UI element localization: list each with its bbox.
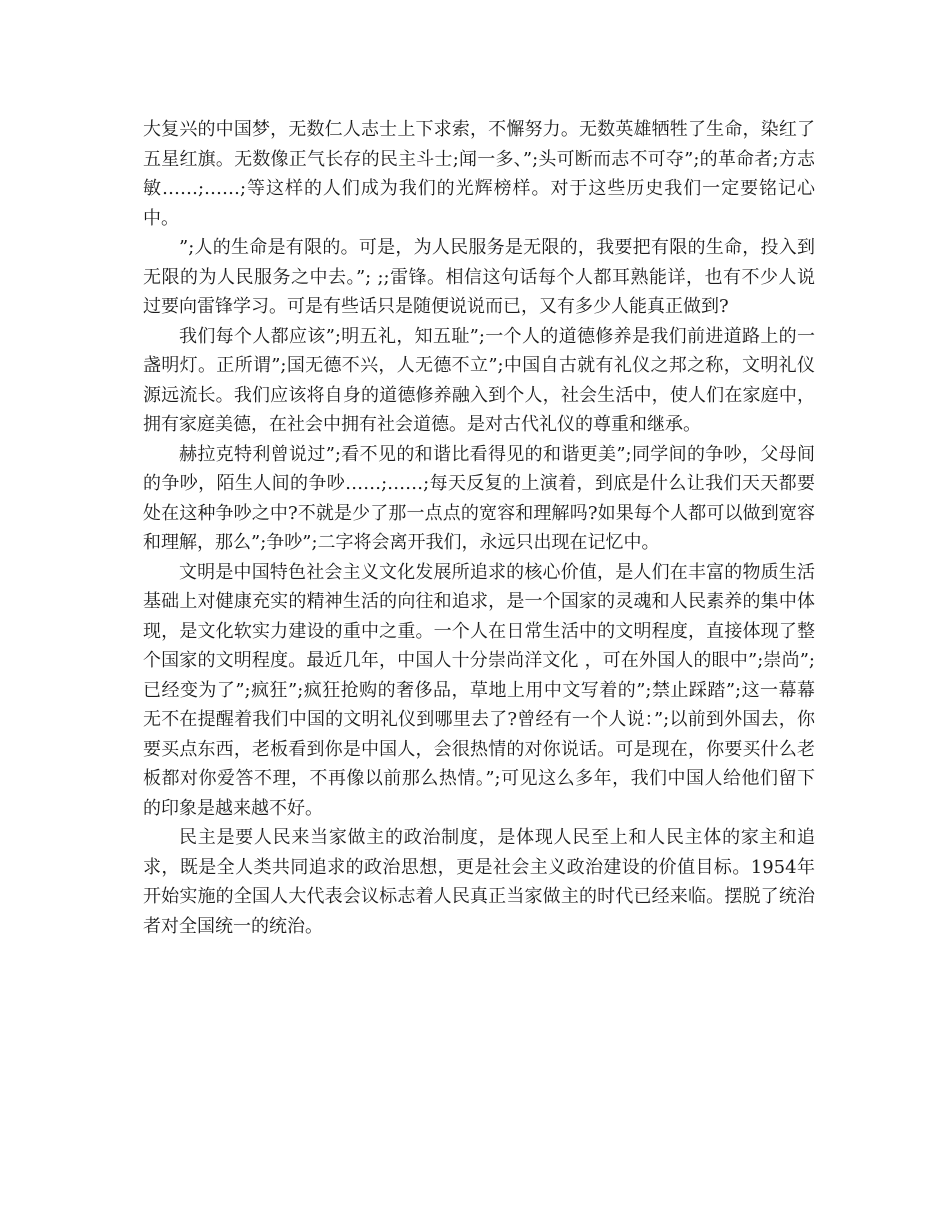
paragraph-1: 大复兴的中国梦，无数仁人志士上下求索，不懈努力。无数英雄牺牲了生命，染红了五星红旗。无数像正气长存的民主斗士;闻一多、”;头可断而志不可夺”;的革命者;方志敏……;……;等这样的人们成为我们的光辉榜样。对于这些历史我们一定要铭记心中。 bbox=[143, 119, 815, 229]
paragraph-5: 文明是中国特色社会主义文化发展所追求的核心价值，是人们在丰富的物质生活基础上对健康充实的精神生活的向往和追求，是一个国家的灵魂和人民素养的集中体现，是文化软实力建设的重中之重。一个人在日常生活中的文明程度，直接体现了整个国家的文明程度。最近几年，中国人十分崇尚洋文化 ，可在外国人的眼中”;崇尚”;已经变为了”;疯狂”;疯狂抢购的奢侈品，草地上用中文写着的”;禁止踩踏”;这一幕幕无不在提醒着我们中国的文明礼仪到哪里去了?曾经有一个人说：”;以前到外国去，你要买点东西，老板看到你是中国人，会很热情的对你说话。可是现在，你要买什么老板都对你爱答不理，不再像以前那么热情。”;可见这么多年，我们中国人给他们留下的印象是越来越不好。 bbox=[143, 561, 815, 819]
paragraph-6: 民主是要人民来当家做主的政治制度，是体现人民至上和人民主体的家主和追求，既是全人类共同追求的政治思想，更是社会主义政治建设的价值目标。1954年开始实施的全国人大代表会议标志着人民真正当家做主的时代已经来临。摆脱了统治者对全国统一的统治。 bbox=[143, 827, 815, 937]
paragraph-4: 赫拉克特利曾说过”;看不见的和谐比看得见的和谐更美”;同学间的争吵，父母间的争吵，陌生人间的争吵……;……;每天反复的上演着，到底是什么让我们天天都要处在这种争吵之中?不就是少了那一点点的宽容和理解吗?如果每个人都可以做到宽容和理解，那么”;争吵”;二字将会离开我们，永远只出现在记忆中。 bbox=[143, 443, 815, 553]
document-body bbox=[143, 115, 815, 941]
paragraph-3: 我们每个人都应该”;明五礼，知五耻”;一个人的道德修养是我们前进道路上的一盏明灯。正所谓”;国无德不兴，人无德不立”;中国自古就有礼仪之邦之称，文明礼仪源远流长。我们应该将自身的道德修养融入到个人，社会生活中，使人们在家庭中，拥有家庭美德，在社会中拥有社会道德。是对古代礼仪的尊重和继承。 bbox=[143, 325, 815, 435]
paragraph-2: ”;人的生命是有限的。可是，为人民服务是无限的，我要把有限的生命，投入到无限的为人民服务之中去。”; ;;雷锋。相信这句话每个人都耳熟能详，也有不少人说过要向雷锋学习。可是有些话只是随便说说而已，又有多少人能真正做到? bbox=[143, 237, 815, 317]
